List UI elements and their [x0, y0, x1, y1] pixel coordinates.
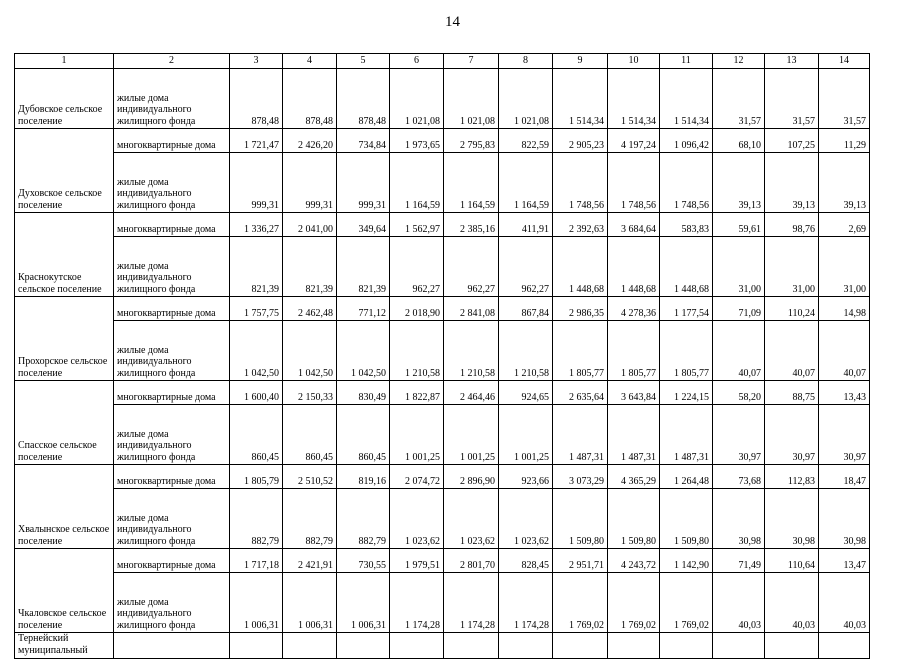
- value-cell: 59,61: [713, 213, 765, 237]
- housing-type: многоквартирные дома: [114, 465, 230, 489]
- value-cell: 1 748,56: [608, 153, 660, 213]
- value-cell: 2 951,71: [553, 549, 608, 573]
- value-cell: 1 164,59: [499, 153, 553, 213]
- settlement-name: Тернейский муниципальный: [15, 633, 114, 659]
- value-cell: 71,09: [713, 297, 765, 321]
- value-cell: 1 769,02: [608, 573, 660, 633]
- value-cell: 2 426,20: [283, 129, 337, 153]
- value-cell: 4 197,24: [608, 129, 660, 153]
- value-cell: 771,12: [337, 297, 390, 321]
- value-cell: 924,65: [499, 381, 553, 405]
- table-row: [15, 297, 870, 321]
- column-header: 8: [499, 54, 553, 69]
- table-row-last: [15, 633, 870, 659]
- value-cell: 1 021,08: [444, 69, 499, 129]
- value-cell: 878,48: [230, 69, 283, 129]
- value-cell: 58,20: [713, 381, 765, 405]
- value-cell: 1 514,34: [553, 69, 608, 129]
- value-cell: 1 487,31: [608, 405, 660, 465]
- value-cell: 821,39: [337, 237, 390, 297]
- value-cell: 13,43: [819, 381, 870, 405]
- value-cell: 828,45: [499, 549, 553, 573]
- housing-type: жилые дома индивидуального жилищного фонда: [114, 405, 230, 465]
- value-cell: 13,47: [819, 549, 870, 573]
- value-cell: 2 018,90: [390, 297, 444, 321]
- column-header: 13: [765, 54, 819, 69]
- value-cell: 1 264,48: [660, 465, 713, 489]
- housing-type: жилые дома индивидуального жилищного фонда: [114, 321, 230, 381]
- value-cell: 31,00: [713, 237, 765, 297]
- settlement-name: Спасское сельское поселение: [15, 405, 114, 465]
- value-cell: 1 769,02: [553, 573, 608, 633]
- value-cell: 1 210,58: [499, 321, 553, 381]
- value-cell: 860,45: [283, 405, 337, 465]
- value-cell: 730,55: [337, 549, 390, 573]
- table-cell: [15, 549, 114, 573]
- table-cell: [15, 213, 114, 237]
- table-row: [15, 321, 870, 381]
- table-cell: [713, 633, 765, 659]
- value-cell: 110,24: [765, 297, 819, 321]
- page-number: 14: [445, 14, 460, 30]
- value-cell: 1 023,62: [444, 489, 499, 549]
- value-cell: 1 006,31: [337, 573, 390, 633]
- value-cell: 40,03: [713, 573, 765, 633]
- value-cell: 1 001,25: [444, 405, 499, 465]
- value-cell: 98,76: [765, 213, 819, 237]
- value-cell: 18,47: [819, 465, 870, 489]
- value-cell: 1 336,27: [230, 213, 283, 237]
- value-cell: 39,13: [819, 153, 870, 213]
- table-cell: [660, 633, 713, 659]
- value-cell: 882,79: [283, 489, 337, 549]
- value-cell: 88,75: [765, 381, 819, 405]
- value-cell: 1 001,25: [499, 405, 553, 465]
- value-cell: 31,00: [765, 237, 819, 297]
- table-cell: [765, 633, 819, 659]
- value-cell: 1 210,58: [444, 321, 499, 381]
- value-cell: 999,31: [337, 153, 390, 213]
- value-cell: 39,13: [765, 153, 819, 213]
- value-cell: 1 805,79: [230, 465, 283, 489]
- value-cell: 2 392,63: [553, 213, 608, 237]
- value-cell: 112,83: [765, 465, 819, 489]
- table-row: [15, 69, 870, 129]
- value-cell: 1 164,59: [390, 153, 444, 213]
- value-cell: 1 487,31: [553, 405, 608, 465]
- value-cell: 2 986,35: [553, 297, 608, 321]
- value-cell: 4 278,36: [608, 297, 660, 321]
- value-cell: 1 174,28: [390, 573, 444, 633]
- table-cell: [283, 633, 337, 659]
- table-cell: [15, 465, 114, 489]
- value-cell: 1 042,50: [337, 321, 390, 381]
- table-row: [15, 405, 870, 465]
- value-cell: 1 448,68: [660, 237, 713, 297]
- value-cell: 1 805,77: [553, 321, 608, 381]
- housing-type: многоквартирные дома: [114, 297, 230, 321]
- value-cell: 2 841,08: [444, 297, 499, 321]
- value-cell: 1 096,42: [660, 129, 713, 153]
- housing-type: жилые дома индивидуального жилищного фонда: [114, 489, 230, 549]
- value-cell: 923,66: [499, 465, 553, 489]
- table-row: [15, 213, 870, 237]
- housing-type: многоквартирные дома: [114, 129, 230, 153]
- header-row: [15, 54, 870, 69]
- value-cell: 31,57: [819, 69, 870, 129]
- housing-type: многоквартирные дома: [114, 549, 230, 573]
- value-cell: 73,68: [713, 465, 765, 489]
- table-cell: [608, 633, 660, 659]
- value-cell: 1 509,80: [608, 489, 660, 549]
- value-cell: 1 448,68: [553, 237, 608, 297]
- table-cell: [114, 633, 230, 659]
- table-row: [15, 237, 870, 297]
- value-cell: 1 224,15: [660, 381, 713, 405]
- value-cell: 1 487,31: [660, 405, 713, 465]
- settlement-name: Хвалынское сельское поселение: [15, 489, 114, 549]
- value-cell: 1 822,87: [390, 381, 444, 405]
- value-cell: 867,84: [499, 297, 553, 321]
- value-cell: 1 721,47: [230, 129, 283, 153]
- table-cell: [499, 633, 553, 659]
- value-cell: 68,10: [713, 129, 765, 153]
- value-cell: 583,83: [660, 213, 713, 237]
- value-cell: 30,97: [819, 405, 870, 465]
- column-header: 11: [660, 54, 713, 69]
- settlement-name: Прохорское сельское поселение: [15, 321, 114, 381]
- value-cell: 2 464,46: [444, 381, 499, 405]
- housing-type: жилые дома индивидуального жилищного фонда: [114, 153, 230, 213]
- table-cell: [337, 633, 390, 659]
- value-cell: 1 973,65: [390, 129, 444, 153]
- value-cell: 1 023,62: [390, 489, 444, 549]
- table-cell: [230, 633, 283, 659]
- value-cell: 1 805,77: [608, 321, 660, 381]
- value-cell: 1 757,75: [230, 297, 283, 321]
- settlement-name: Краснокутское сельское поселение: [15, 237, 114, 297]
- settlement-name: Духовское сельское поселение: [15, 153, 114, 213]
- settlement-name: Чкаловское сельское поселение: [15, 573, 114, 633]
- value-cell: 1 021,08: [390, 69, 444, 129]
- housing-type: жилые дома индивидуального жилищного фонда: [114, 69, 230, 129]
- column-header: 9: [553, 54, 608, 69]
- value-cell: 819,16: [337, 465, 390, 489]
- table-row: [15, 489, 870, 549]
- column-header: 10: [608, 54, 660, 69]
- value-cell: 2 795,83: [444, 129, 499, 153]
- value-cell: 31,57: [713, 69, 765, 129]
- table-cell: [15, 381, 114, 405]
- value-cell: 2 421,91: [283, 549, 337, 573]
- value-cell: 1 514,34: [660, 69, 713, 129]
- value-cell: 821,39: [230, 237, 283, 297]
- value-cell: 962,27: [444, 237, 499, 297]
- value-cell: 2 385,16: [444, 213, 499, 237]
- value-cell: 3 684,64: [608, 213, 660, 237]
- value-cell: 1 042,50: [283, 321, 337, 381]
- table-row: [15, 549, 870, 573]
- value-cell: 1 600,40: [230, 381, 283, 405]
- value-cell: 14,98: [819, 297, 870, 321]
- value-cell: 860,45: [230, 405, 283, 465]
- value-cell: 107,25: [765, 129, 819, 153]
- value-cell: 882,79: [230, 489, 283, 549]
- value-cell: 2 905,23: [553, 129, 608, 153]
- value-cell: 30,98: [819, 489, 870, 549]
- housing-type: жилые дома индивидуального жилищного фонда: [114, 573, 230, 633]
- value-cell: 40,03: [819, 573, 870, 633]
- value-cell: 830,49: [337, 381, 390, 405]
- value-cell: 1 769,02: [660, 573, 713, 633]
- value-cell: 30,97: [713, 405, 765, 465]
- table-cell: [390, 633, 444, 659]
- value-cell: 31,00: [819, 237, 870, 297]
- column-header: 6: [390, 54, 444, 69]
- column-header: 2: [114, 54, 230, 69]
- value-cell: 1 006,31: [230, 573, 283, 633]
- value-cell: 1 023,62: [499, 489, 553, 549]
- value-cell: 1 562,97: [390, 213, 444, 237]
- value-cell: 2 150,33: [283, 381, 337, 405]
- value-cell: 1 509,80: [660, 489, 713, 549]
- table-body: [15, 69, 870, 659]
- value-cell: 1 006,31: [283, 573, 337, 633]
- settlement-name: Дубовское сельское поселение: [15, 69, 114, 129]
- value-cell: 1 021,08: [499, 69, 553, 129]
- value-cell: 2,69: [819, 213, 870, 237]
- value-cell: 411,91: [499, 213, 553, 237]
- value-cell: 1 509,80: [553, 489, 608, 549]
- value-cell: 962,27: [390, 237, 444, 297]
- value-cell: 71,49: [713, 549, 765, 573]
- value-cell: 1 042,50: [230, 321, 283, 381]
- table-cell: [15, 129, 114, 153]
- value-cell: 31,57: [765, 69, 819, 129]
- value-cell: 11,29: [819, 129, 870, 153]
- value-cell: 40,07: [713, 321, 765, 381]
- value-cell: 1 210,58: [390, 321, 444, 381]
- value-cell: 4 365,29: [608, 465, 660, 489]
- value-cell: 1 177,54: [660, 297, 713, 321]
- value-cell: 40,07: [819, 321, 870, 381]
- value-cell: 40,03: [765, 573, 819, 633]
- value-cell: 878,48: [337, 69, 390, 129]
- value-cell: 30,98: [765, 489, 819, 549]
- value-cell: 2 041,00: [283, 213, 337, 237]
- column-header: 4: [283, 54, 337, 69]
- value-cell: 2 635,64: [553, 381, 608, 405]
- value-cell: 349,64: [337, 213, 390, 237]
- column-header: 5: [337, 54, 390, 69]
- value-cell: 962,27: [499, 237, 553, 297]
- column-header: 12: [713, 54, 765, 69]
- value-cell: 1 142,90: [660, 549, 713, 573]
- value-cell: 734,84: [337, 129, 390, 153]
- value-cell: 1 748,56: [660, 153, 713, 213]
- value-cell: 1 805,77: [660, 321, 713, 381]
- value-cell: 999,31: [283, 153, 337, 213]
- housing-type: многоквартирные дома: [114, 213, 230, 237]
- value-cell: 2 462,48: [283, 297, 337, 321]
- value-cell: 822,59: [499, 129, 553, 153]
- column-header: 7: [444, 54, 499, 69]
- value-cell: 2 896,90: [444, 465, 499, 489]
- housing-type: многоквартирные дома: [114, 381, 230, 405]
- table-cell: [444, 633, 499, 659]
- column-header: 3: [230, 54, 283, 69]
- table-row: [15, 465, 870, 489]
- value-cell: 1 001,25: [390, 405, 444, 465]
- value-cell: 3 643,84: [608, 381, 660, 405]
- column-header: 1: [15, 54, 114, 69]
- value-cell: 1 448,68: [608, 237, 660, 297]
- value-cell: 1 174,28: [499, 573, 553, 633]
- value-cell: 4 243,72: [608, 549, 660, 573]
- table-cell: [819, 633, 870, 659]
- value-cell: 30,97: [765, 405, 819, 465]
- value-cell: 882,79: [337, 489, 390, 549]
- value-cell: 2 801,70: [444, 549, 499, 573]
- value-cell: 39,13: [713, 153, 765, 213]
- value-cell: 1 748,56: [553, 153, 608, 213]
- table-cell: [15, 297, 114, 321]
- table-cell: [553, 633, 608, 659]
- value-cell: 2 074,72: [390, 465, 444, 489]
- value-cell: 3 073,29: [553, 465, 608, 489]
- value-cell: 1 979,51: [390, 549, 444, 573]
- value-cell: 821,39: [283, 237, 337, 297]
- table-row: [15, 573, 870, 633]
- value-cell: 1 514,34: [608, 69, 660, 129]
- table-row: [15, 153, 870, 213]
- value-cell: 1 717,18: [230, 549, 283, 573]
- value-cell: 40,07: [765, 321, 819, 381]
- value-cell: 2 510,52: [283, 465, 337, 489]
- value-cell: 878,48: [283, 69, 337, 129]
- column-header: 14: [819, 54, 870, 69]
- value-cell: 1 174,28: [444, 573, 499, 633]
- value-cell: 1 164,59: [444, 153, 499, 213]
- table-row: [15, 381, 870, 405]
- table-row: [15, 129, 870, 153]
- value-cell: 860,45: [337, 405, 390, 465]
- housing-type: жилые дома индивидуального жилищного фонда: [114, 237, 230, 297]
- value-cell: 999,31: [230, 153, 283, 213]
- value-cell: 30,98: [713, 489, 765, 549]
- value-cell: 110,64: [765, 549, 819, 573]
- tariff-table: [14, 53, 870, 659]
